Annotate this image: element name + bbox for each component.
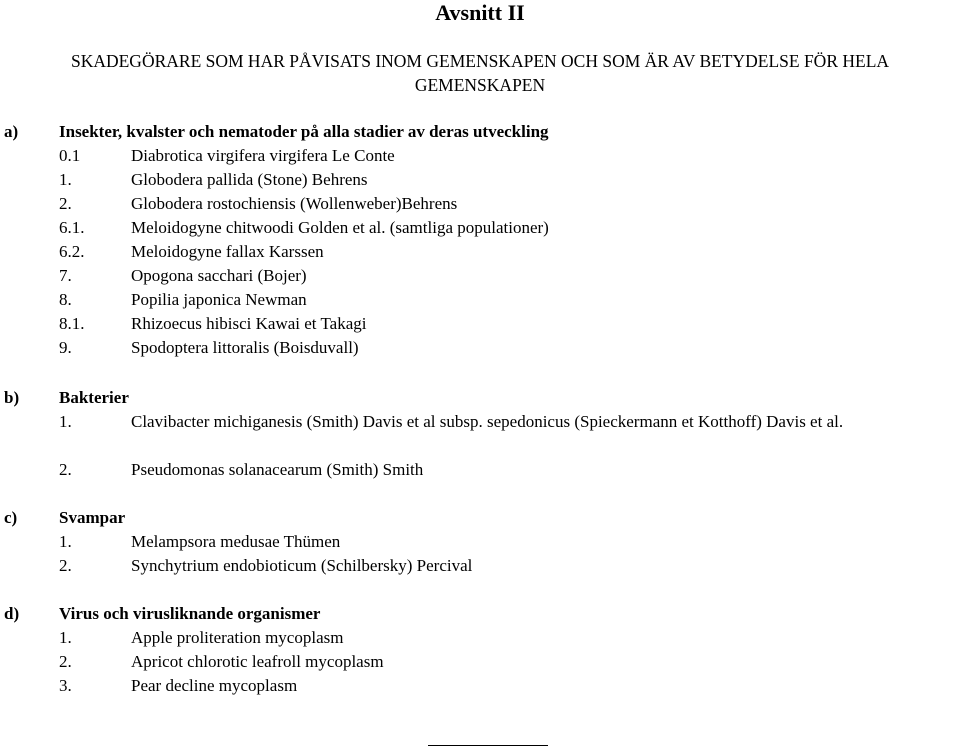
item-number: 9. xyxy=(59,338,72,357)
item-number: 6.1. xyxy=(59,218,85,237)
item-text: Clavibacter michiganesis (Smith) Davis et al subsp. sepedonicus (Spieckermann et Kotthoff) Davis et al. xyxy=(131,412,844,431)
subtitle-line-2: GEMENSKAPEN xyxy=(414,75,546,95)
item-text: Meloidogyne fallax Karssen xyxy=(131,242,324,261)
item-text: Apple proliteration mycoplasm xyxy=(131,628,344,647)
list-item xyxy=(0,674,960,698)
list-item xyxy=(0,410,960,458)
list-item xyxy=(0,458,960,482)
item-number: 2. xyxy=(59,194,72,213)
item-text: Rhizoecus hibisci Kawai et Takagi xyxy=(131,314,367,333)
item-list xyxy=(0,530,960,578)
item-text: Pseudomonas solanacearum (Smith) Smith xyxy=(131,460,424,479)
item-number: 1. xyxy=(59,412,72,431)
section-letter: a) xyxy=(4,122,19,141)
list-item xyxy=(0,312,960,336)
item-number: 2. xyxy=(59,652,72,671)
item-number: 1. xyxy=(59,532,72,551)
item-number: 0.1 xyxy=(59,146,81,165)
list-item xyxy=(0,264,960,288)
section-heading: Svampar xyxy=(59,508,126,527)
section-heading: Insekter, kvalster och nematoder på alla stadier av deras utveckling xyxy=(59,122,549,141)
item-text: Globodera pallida (Stone) Behrens xyxy=(131,170,368,189)
list-item xyxy=(0,240,960,264)
list-item xyxy=(0,530,960,554)
item-text: Spodoptera littoralis (Boisduvall) xyxy=(131,338,359,357)
list-item xyxy=(0,554,960,578)
item-number: 6.2. xyxy=(59,242,85,261)
page-title: Avsnitt II xyxy=(435,0,525,25)
list-item xyxy=(0,192,960,216)
item-text: Apricot chlorotic leafroll mycoplasm xyxy=(131,652,384,671)
item-number: 3. xyxy=(59,676,72,695)
item-list xyxy=(0,410,960,482)
subtitle-line-1: SKADEGÖRARE SOM HAR PÅVISATS INOM GEMENSKAPEN OCH SOM ÄR AV BETYDELSE FÖR HELA xyxy=(70,51,890,71)
item-number: 7. xyxy=(59,266,72,285)
item-list xyxy=(0,626,960,698)
item-list xyxy=(0,144,960,360)
footer-divider xyxy=(428,745,548,746)
item-text: Synchytrium endobioticum (Schilbersky) Percival xyxy=(131,556,473,575)
item-text: Pear decline mycoplasm xyxy=(131,676,298,695)
list-item xyxy=(0,216,960,240)
item-number: 2. xyxy=(59,460,72,479)
item-text: Popilia japonica Newman xyxy=(131,290,307,309)
item-number: 8.1. xyxy=(59,314,85,333)
item-text: Globodera rostochiensis (Wollenweber)Behrens xyxy=(131,194,458,213)
section-letter: d) xyxy=(4,604,20,623)
item-text: Meloidogyne chitwoodi Golden et al. (samtliga populationer) xyxy=(131,218,549,237)
section-letter: c) xyxy=(4,508,18,527)
item-text: Diabrotica virgifera virgifera Le Conte xyxy=(131,146,395,165)
item-number: 8. xyxy=(59,290,72,309)
section-heading: Virus och virusliknande organismer xyxy=(59,604,321,623)
list-item xyxy=(0,168,960,192)
section-heading: Bakterier xyxy=(59,388,129,407)
item-text: Opogona sacchari (Bojer) xyxy=(131,266,307,285)
list-item xyxy=(0,144,960,168)
item-number: 1. xyxy=(59,170,72,189)
item-number: 1. xyxy=(59,628,72,647)
list-item xyxy=(0,288,960,312)
section-letter: b) xyxy=(4,388,20,407)
page-subtitle xyxy=(0,49,960,97)
list-item xyxy=(0,650,960,674)
item-number: 2. xyxy=(59,556,72,575)
list-item xyxy=(0,336,960,360)
list-item xyxy=(0,626,960,650)
item-text: Melampsora medusae Thümen xyxy=(131,532,341,551)
